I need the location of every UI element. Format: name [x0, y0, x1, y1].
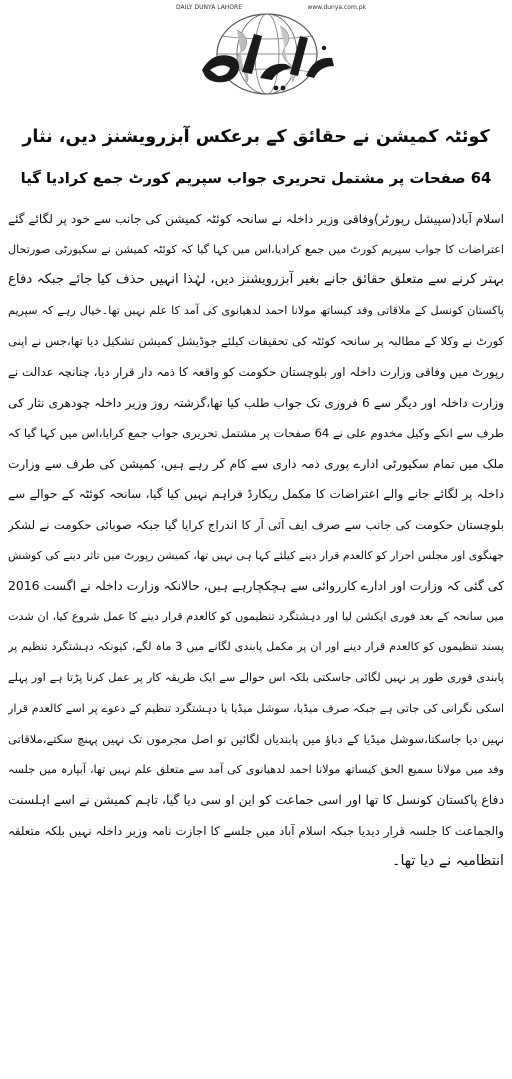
headline-main: کوئٹہ کمیشن نے حقائق کے برعکس آبزرویشنز دیں، نثار [22, 127, 490, 147]
article-line: پاکستان کونسل کے ملاقاتی وفد کیساتھ مولانا احمد لدھیانوی کی آمد کا علم نہیں تھا۔خیال رہے کہ سپریم [8, 303, 504, 317]
article-line: میں سانحہ کے بعد فوری ایکشن لیا اور دہشتگرد تنظیموں کو کالعدم قرار دینے کا عمل شروع کیا، ان شدت [8, 609, 504, 623]
article-line: دفاع پاکستان کونسل کا تھا اور اسی جماعت کو این او سی دیا گیا، تاہم کمیشن نے اسے اہلسنت [8, 792, 504, 808]
article-line: اسلام آباد(سپیشل رپورٹر)وفاقی وزیر داخلہ نے سانحہ کوئٹہ کمیشن کی جانب سے خود پر لگائے گئے [8, 212, 504, 226]
article-line: والجماعت کا جلسہ قرار دیدیا جبکہ اسلام آباد میں جلسے کا اجازت نامہ وزیر داخلہ نہیں بلکہ متعلقہ [8, 823, 504, 838]
article-line: جھنگوی اور مجلس احرار کو کالعدم قرار دینے کیلئے کہا ہی نہیں تھا، کمیشن رپورٹ میں تاثر دینے کی کوشش [8, 548, 504, 562]
article-line: پابندی فوری طور پر نہیں لگائی جاسکتی بلکہ اس حوالے سے ایک طریقہ کار پر عمل کرنا پڑتا ہے اور پہلے [8, 670, 504, 684]
article-line: بلوچستان حکومت کی جانب سے صرف ایف آئی آر کا اندراج کرایا گیا جبکہ صوبائی حکومت نے لشکر [8, 517, 504, 532]
dunya-wordmark [202, 34, 334, 90]
article-line: وزارت داخلہ اور دیگر سے 6 فروری تک جواب طلب کیا تھا،گزشتہ روز وزیر داخلہ چودھری نثار کی [8, 395, 504, 410]
article-line: طرف سے انکے وکیل مخدوم علی نے 64 صفحات پر مشتمل تحریری جواب جمع کرایا،اس میں کہا گیا کہ [8, 426, 504, 441]
article-line: پسند تنظیموں کو کالعدم قرار دینے اور ان پر مکمل پابندی لگانے میں 3 ماہ لگے، کیونکہ دہشتگرد تنظیم پر [8, 640, 504, 654]
dunya-logo [182, 12, 352, 96]
article-line-last: انتظامیہ نے دیا تھا۔ [392, 853, 504, 870]
masthead-topline [176, 2, 366, 12]
masthead [148, 2, 374, 98]
article-line: بہتر کرنے سے متعلق حقائق جانے بغیر آبزرویشنز دیں، لہٰذا انہیں حذف کیا جائے جبکہ دفاع [8, 272, 504, 288]
article-body [8, 204, 504, 877]
article-line: نہیں دیا جاسکتا،سوشل میڈیا کے دباؤ میں پابندیاں لگائیں تو اصل مجرموں تک نہیں پہنچ سکتے،ملاقاتی [8, 732, 504, 747]
article-line: رپورٹ میں وفاقی وزارت داخلہ اور بلوچستان حکومت کو واقعہ کا ذمہ دار قرار دیا، چنانچہ عدالت نے [8, 364, 504, 379]
article-line: وفد میں مولانا سمیع الحق کیساتھ مولانا احمد لدھیانوی کی آمد سے متعلق علم نہیں تھا، آبپارہ میں جلسہ [8, 762, 504, 776]
publication-name: DAILY DUNYA LAHORE [176, 3, 242, 11]
website-url: www.dunya.com.pk [307, 3, 366, 11]
article-line: اعتراضات کا جواب سپریم کورٹ میں جمع کرادیا،اس میں کہا گیا کہ کوئٹہ کمیشن نے سکیورٹی صورتحال [8, 242, 504, 256]
article-line: کورٹ نے وکلا کے مطالبہ پر سانحہ کوئٹہ کی تحقیقات کیلئے جوڈیشل کمیشن تشکیل دیا تھا،جس نے اپنی [8, 334, 504, 349]
headline-sub: 64 صفحات پر مشتمل تحریری جواب سپریم کورٹ جمع کرادیا گیا [20, 170, 492, 187]
article-line: اسکی نگرانی کی جاتی ہے جبکہ صرف میڈیا، سوشل میڈیا یا دہشتگرد تنظیم کے دعوے پر اسے کالعدم قرار [8, 701, 504, 715]
article-line: داخلہ پر لگائے جانے والے اعتراضات کا مکمل ریکارڈ فراہم نہیں کیا گیا، سانحہ کوئٹہ کے حوالے سے [8, 487, 504, 502]
article-line: ملک میں تمام سکیورٹی ادارے پوری ذمہ داری سے کام کر رہے ہیں، کمیشن کی طرف سے وزارت [8, 456, 504, 471]
article-line: کی گئی کہ وزارت اور ادارے کارروائی سے ہچکچارہے ہیں، حالانکہ وزارت داخلہ نے اگست 2016 [8, 578, 504, 594]
